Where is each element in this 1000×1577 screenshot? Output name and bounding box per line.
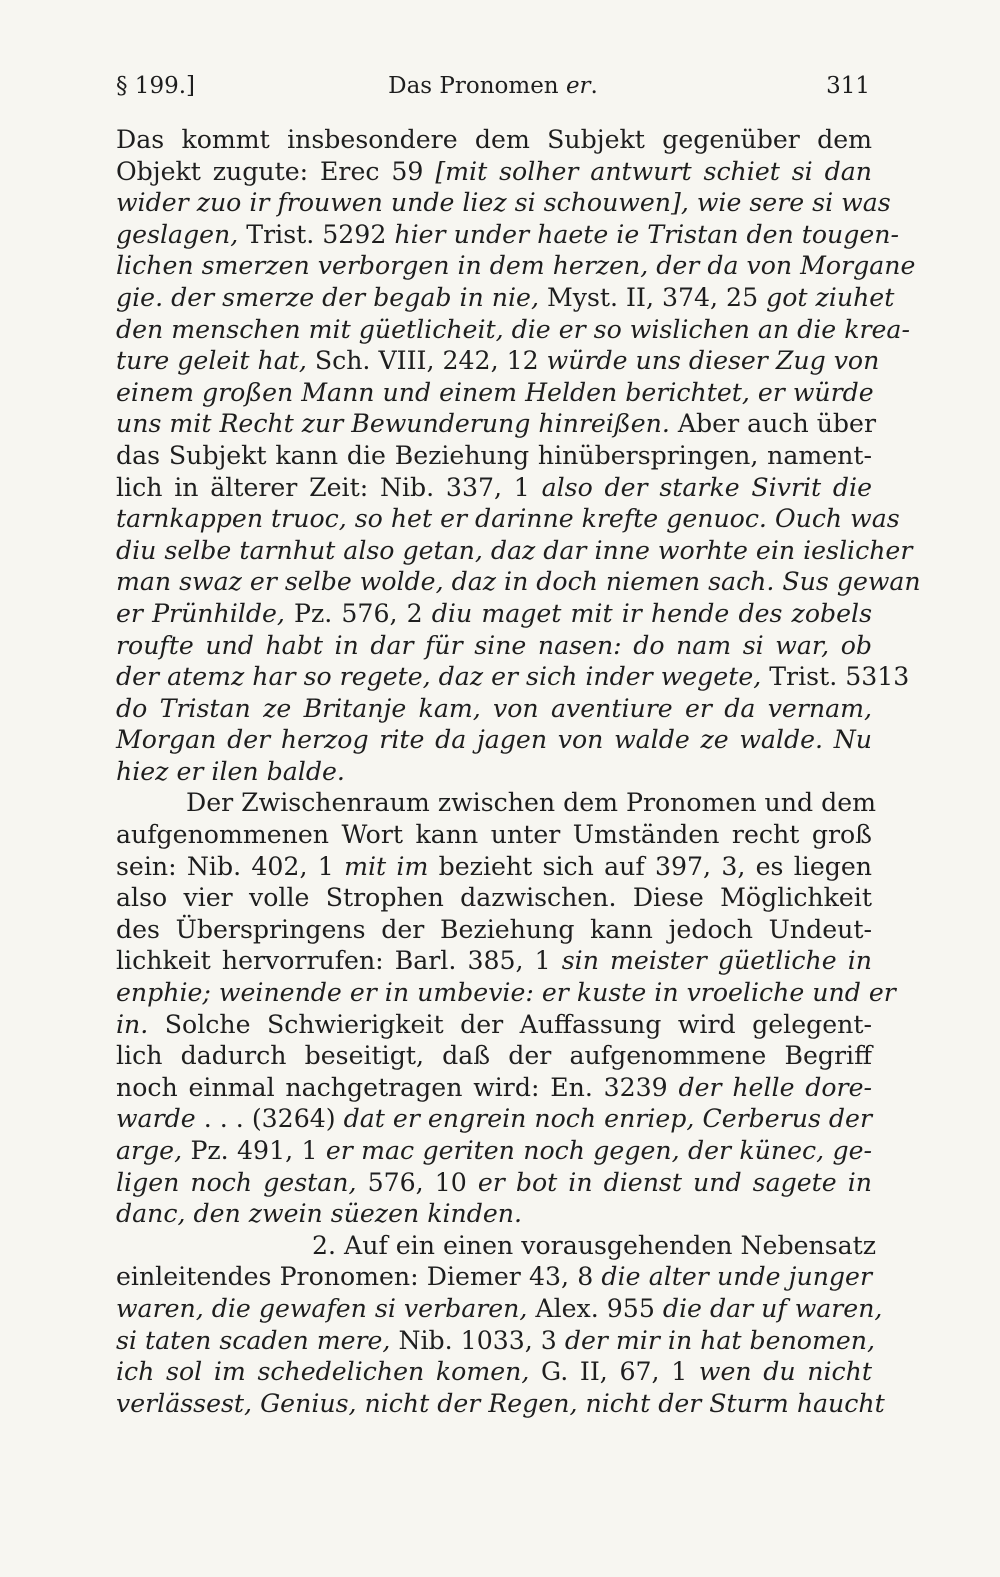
prose-text: Objekt zugute: Erec 59 [116,156,436,186]
quotation-text: der atemz har so regete, daz er sich inder wegete, [116,662,762,692]
prose-text: bezieht sich auf 397, 3, es liegen [428,851,873,881]
quotation-text: in. [116,1009,149,1039]
text-line [116,156,872,188]
text-line [116,503,900,535]
quotation-text: man swaz er selbe wolde, daz in doch niemen sach. Sus gewan [116,567,921,597]
prose-text: Solche Schwierigkeit der Auffassung wird gelegent- [148,1009,872,1039]
text-line [116,472,872,504]
text-line [116,1388,885,1420]
prose-text: Der Zwischenraum zwischen dem Pronomen und dem [186,788,877,818]
quotation-text: lichen smerzen verborgen in dem herzen, der da von Morgane [116,251,916,281]
quotation-text: also der starke Sivrit die [541,472,873,502]
quotation-text: diu maget mit ir hende des zobels [431,598,872,628]
quotation-text: ich sol im schedelichen komen, [116,1357,530,1387]
text-line [116,724,872,756]
prose-text: 2. Auf ein einen vorausgehenden Nebensatz [312,1230,877,1260]
text-line [116,1167,872,1199]
title-prefix: Das Pronomen [388,73,566,99]
text-line [116,314,910,346]
quotation-text: einem großen Mann und einem Helden berichtet, er würde [116,377,874,407]
title-em: er [565,73,591,99]
text-line [116,598,872,630]
text-line [116,1009,872,1041]
prose-text: einleitendes Pronomen: Diemer 43, 8 [116,1262,602,1292]
prose-text [689,188,697,217]
page-number: 311 [826,73,870,99]
prose-text: aufgenommenen Wort kann unter Umständen recht groß [116,820,872,850]
quotation-text: roufte und habt in dar für sine nasen: do nam si war, ob [116,630,872,660]
text-line [116,819,872,851]
quotation-text: hier under haete ie Tristan den tougen- [394,219,899,249]
text-line [116,977,896,1009]
prose-text: Trist. 5313 [761,662,910,692]
prose-text: 576, 10 [356,1167,478,1197]
quotation-text: got ziuhet [766,282,895,312]
prose-text: Alex. 955 [527,1293,663,1323]
quotation-text: er Prünhilde, [116,598,285,628]
text-line [116,945,872,977]
prose-text: sein: Nib. 402, 1 [116,851,345,881]
text-line [116,914,872,946]
prose-text: Aber auch über [669,409,876,439]
text-line [116,693,872,725]
quotation-text: verlässest, Genius, nicht der Regen, nicht der Sturm haucht [116,1388,885,1418]
text-line [116,1230,877,1262]
prose-text: . . . (3264) [195,1104,344,1134]
quotation-text: der helle dore- [678,1072,872,1102]
text-line [116,250,916,282]
quotation-text: do Tristan ze Britanje kam, von aventiure er da vernam, [116,693,872,723]
quotation-text: den menschen mit güetlicheit, die er so wislichen an die krea- [116,314,910,344]
quotation-text: sin meister güetliche in [561,946,872,976]
text-line [116,440,872,472]
quotation-text: er bot in dienst und sagete in [477,1167,872,1197]
text-line [116,1261,872,1293]
prose-text: noch einmal nachgetragen wird: En. 3239 [116,1072,679,1102]
quotation-text: [mit solher antwurt schiet si dan [435,156,872,186]
text-line [116,1040,872,1072]
prose-text: Myst. II, 374, 25 [538,282,767,312]
quotation-text: diu selbe tarnhut also getan, daz dar inne worhte ein ieslicher [116,535,913,565]
running-header [116,66,870,106]
text-line [116,408,876,440]
prose-text: Pz. 576, 2 [284,598,432,628]
text-line [116,124,872,156]
prose-text: Nib. 1033, 3 [390,1325,565,1355]
text-line [116,1325,875,1357]
prose-text: Sch. VIII, 242, 12 [306,346,547,376]
running-title [116,66,870,106]
prose-text: lich dadurch beseitigt, daß der aufgenommene Begriff [116,1041,872,1071]
text-line [116,282,895,314]
prose-text: des Überspringens der Beziehung kann jedoch Undeut- [116,914,872,944]
text-line [116,1135,872,1167]
prose-text: lichkeit hervorrufen: Barl. 385, 1 [116,946,562,976]
text-line [116,1198,872,1230]
quotation-text: Morgan der herzog rite da jagen von walde ze walde. Nu [116,725,872,755]
quotation-text: gie. der smerze der begab in nie, [116,282,539,312]
text-line [116,851,872,883]
text-line [116,187,891,219]
quotation-text: die dar uf waren, [662,1293,883,1323]
text-line [116,1356,872,1388]
quotation-text: die alter unde junger [601,1262,872,1292]
quotation-text: dat er engrein noch enriep, Cerberus der [343,1104,873,1134]
quotation-text: waren, die gewafen si verbaren, [116,1293,528,1323]
text-line [116,219,899,251]
section-reference: § 199.] [116,73,195,99]
prose-text: Pz. 491, 1 [182,1136,326,1165]
quotation-text: danc, den zwein süezen kinden. [116,1199,523,1229]
quotation-text: enphie; weinende er in umbevie: er kuste in vroeliche und er [116,978,896,1008]
prose-text: Das kommt insbesondere dem Subjekt gegenüber dem [116,125,872,154]
text-line [116,566,921,598]
text-line [116,882,872,914]
quotation-text: hiez er ilen balde. [116,756,345,786]
text-line [116,377,872,409]
prose-text: das Subjekt kann die Beziehung hinüberspringen, nament- [116,440,872,470]
prose-text: Trist. 5292 [238,219,395,249]
text-line [116,1072,872,1104]
text-line [116,787,877,819]
text-line [116,1103,872,1135]
quotation-text: ligen noch gestan, [116,1167,357,1197]
quotation-text: warde [116,1104,196,1134]
quotation-text: geslagen, [116,219,239,249]
prose-text: G. II, 67, 1 [529,1357,699,1387]
text-line [116,756,872,788]
prose-text: also vier volle Strophen dazwischen. Diese Möglichkeit [116,883,872,913]
quotation-text: würde uns dieser Zug von [546,346,880,376]
text-line [116,661,910,693]
text-line [116,630,872,662]
quotation-text: uns mit Recht zur Bewunderung hinreißen. [116,409,670,439]
quotation-text: er mac geriten noch gegen, der künec, ge- [325,1136,872,1165]
quotation-text: wen du nicht [698,1357,872,1387]
quotation-text: der mir in hat benomen, [564,1325,875,1355]
text-line [116,1293,883,1325]
title-suffix: . [590,73,598,99]
quotation-text: wider zuo ir frouwen unde liez si schouwen], [116,188,689,218]
quotation-text: wie sere si was [696,188,891,218]
quotation-text: tarnkappen truoc, so het er darinne krefte genuoc. Ouch was [116,504,900,534]
quotation-text: ture geleit hat, [116,346,307,376]
text-line [116,535,913,567]
text-line [116,345,880,377]
body-text [116,124,921,1419]
quotation-text: arge, [116,1136,183,1165]
quotation-text: mit im [344,851,429,881]
prose-text: lich in älterer Zeit: Nib. 337, 1 [116,472,542,502]
quotation-text: si taten scaden mere, [116,1325,391,1355]
